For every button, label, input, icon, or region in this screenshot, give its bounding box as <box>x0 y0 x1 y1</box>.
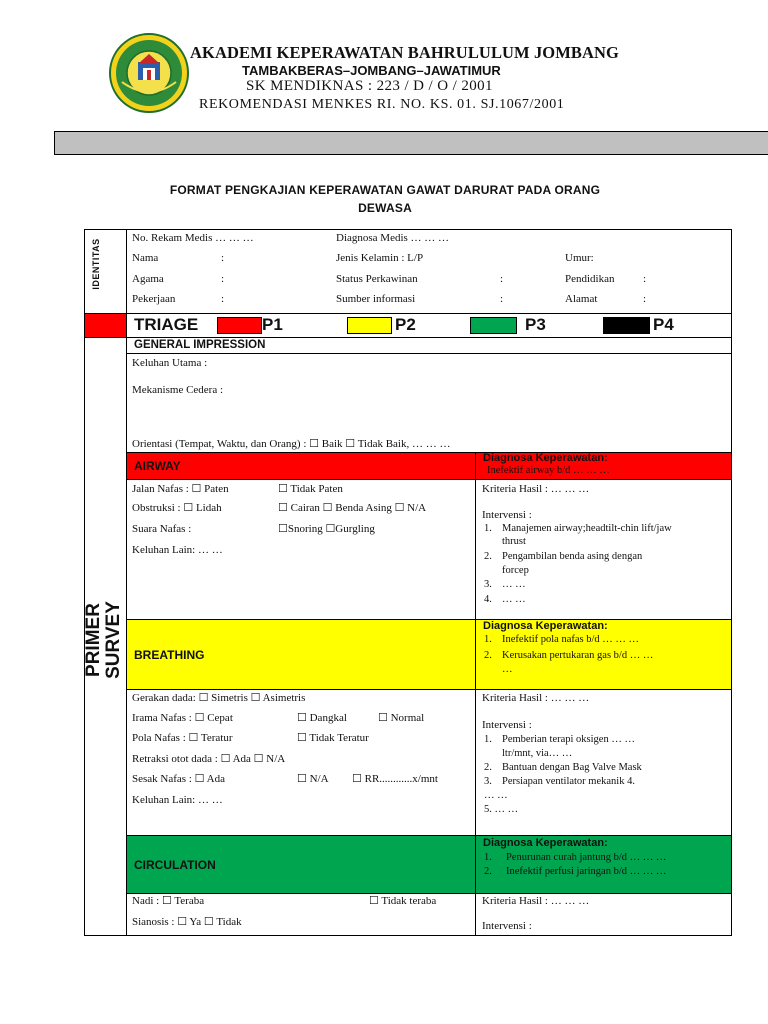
circulation-dx-2: Inefektif perfusi jaringan b/d … … … <box>506 866 667 877</box>
mekanisme-cedera-label: Mekanisme Cedera : <box>132 384 224 396</box>
airway-header-bar <box>126 453 732 479</box>
obstruksi-field: Obstruksi : ☐ Lidah <box>132 502 222 514</box>
status-perkawinan-label: Status Perkawinan <box>336 273 418 285</box>
breathing-header-bottom <box>126 689 732 690</box>
circulation-dx-title: Diagnosa Keperawatan: <box>483 837 608 849</box>
triage-p1-label: P1 <box>262 315 283 334</box>
identitas-bottom <box>84 313 732 314</box>
irama-nafas-normal: ☐ Normal <box>378 712 425 724</box>
airway-iv-1-num: 1. <box>484 523 492 534</box>
airway-intervensi-label: Intervensi : <box>482 509 532 521</box>
breathing-iv-3: Persiapan ventilator mekanik 4. <box>502 776 635 787</box>
jalan-nafas-option: ☐ Tidak Paten <box>278 483 343 495</box>
triage-p2-swatch[interactable] <box>347 317 392 334</box>
pendidikan-colon: : <box>643 273 647 285</box>
right-column-divider <box>475 453 476 936</box>
breathing-dx-1: Inefektif pola nafas b/d … … … <box>502 634 640 645</box>
airway-iv-2-num: 2. <box>484 551 492 562</box>
pekerjaan-colon: : <box>221 293 225 305</box>
breathing-iv-4: … … <box>484 790 508 801</box>
table-border-left <box>84 229 85 936</box>
pola-nafas-tidak-teratur: ☐ Tidak Teratur <box>297 732 369 744</box>
breathing-dx-2-cont: … <box>502 664 513 675</box>
institution-address: TAMBAKBERAS–JOMBANG–JAWATIMUR <box>242 63 501 78</box>
nadi-field: Nadi : ☐ Teraba <box>132 895 205 907</box>
triage-label: TRIAGE <box>134 315 199 334</box>
diagnosa-medis-label: Diagnosa Medis … … … <box>336 232 450 244</box>
circulation-title: CIRCULATION <box>134 858 216 872</box>
nama-label: Nama <box>132 252 159 264</box>
breathing-body-bottom <box>126 835 732 836</box>
status-colon: : <box>500 273 504 285</box>
nama-colon: : <box>221 252 225 264</box>
gerakan-dada-field: Gerakan dada: ☐ Simetris ☐ Asimetris <box>132 692 306 704</box>
circulation-dx-1: Penurunan curah jantung b/d … … … <box>506 852 667 863</box>
airway-kriteria-hasil: Kriteria Hasil : … … … <box>482 483 590 495</box>
primer-label: PRIMER <box>83 603 104 677</box>
nadi-tidak-teraba: ☐ Tidak teraba <box>369 895 437 907</box>
circulation-dx-1-num: 1. <box>484 852 492 863</box>
breathing-dx-2: Kerusakan pertukaran gas b/d … … <box>502 650 654 661</box>
airway-iv-4: … … <box>502 594 526 605</box>
sesak-nafas-na: ☐ N/A <box>297 773 329 785</box>
form-title <box>100 181 670 217</box>
sumber-informasi-label: Sumber informasi <box>336 293 416 305</box>
alamat-label: Alamat <box>565 293 598 305</box>
agama-label: Agama <box>132 273 164 285</box>
airway-header-bottom <box>126 479 732 480</box>
triage-p1-swatch[interactable] <box>217 317 262 334</box>
breathing-iv-5: 5. … … <box>484 804 519 815</box>
triage-p4-swatch[interactable] <box>603 317 650 334</box>
breathing-iv-1: Pemberian terapi oksigen … … <box>502 734 635 745</box>
pekerjaan-label: Pekerjaan <box>132 293 176 305</box>
irama-nafas-dangkal: ☐ Dangkal <box>297 712 347 724</box>
airway-iv-4-num: 4. <box>484 594 492 605</box>
umur-label: Umur: <box>565 252 594 264</box>
circulation-dx-2-num: 2. <box>484 866 492 877</box>
alamat-colon: : <box>643 293 647 305</box>
no-rekam-medis-label: No. Rekam Medis … … … <box>132 232 254 244</box>
airway-title: AIRWAY <box>134 459 181 473</box>
pola-nafas-field: Pola Nafas : ☐ Teratur <box>132 732 233 744</box>
identitas-side-label: IDENTITAS <box>91 238 101 290</box>
triage-bottom <box>84 337 732 338</box>
airway-iv-2: Pengambilan benda asing dengan <box>502 551 643 562</box>
circulation-header-bar <box>126 836 732 893</box>
form-title-line-1: FORMAT PENGKAJIAN KEPERAWATAN GAWAT DARURAT PADA ORANG <box>169 183 601 197</box>
breathing-iv-3-num: 3. <box>484 776 492 787</box>
retraksi-field: Retraksi otot dada : ☐ Ada ☐ N/A <box>132 753 286 765</box>
airway-body-bottom <box>126 619 732 620</box>
survey-label: SURVEY <box>103 601 124 679</box>
breathing-title: BREATHING <box>134 648 205 662</box>
sesak-nafas-field: Sesak Nafas : ☐ Ada <box>132 773 225 785</box>
airway-dx-item: Inefektif airway b/d … … … <box>487 465 610 476</box>
pendidikan-label: Pendidikan <box>565 273 615 285</box>
breathing-kriteria-hasil: Kriteria Hasil : … … … <box>482 692 590 704</box>
rekomendasi-menkes: REKOMENDASI MENKES RI. NO. KS. 01. SJ.1067/2001 <box>199 97 565 112</box>
table-border-right <box>731 229 732 936</box>
triage-p3-label: P3 <box>525 315 546 334</box>
obstruksi-options: ☐ Cairan ☐ Benda Asing ☐ N/A <box>278 502 427 514</box>
triage-p2-label: P2 <box>395 315 416 334</box>
circulation-intervensi-label: Intervensi : <box>482 920 532 932</box>
irama-nafas-field: Irama Nafas : ☐ Cepat <box>132 712 233 724</box>
airway-iv-1-cont: thrust <box>502 536 526 547</box>
side-column-divider <box>126 229 127 936</box>
breathing-dx-1-num: 1. <box>484 634 492 645</box>
sumber-colon: : <box>500 293 504 305</box>
sk-mendiknas: SK MENDIKNAS : 223 / D / O / 2001 <box>246 78 493 94</box>
airway-iv-3: … … <box>502 579 526 590</box>
airway-iv-2-cont: forcep <box>502 565 529 576</box>
suara-nafas-options: ☐Snoring ☐Gurgling <box>278 523 375 535</box>
jenis-kelamin-label: Jenis Kelamin : L/P <box>336 252 424 264</box>
header-divider-bar <box>54 131 768 155</box>
keluhan-utama-label: Keluhan Utama : <box>132 357 208 369</box>
breathing-iv-1-num: 1. <box>484 734 492 745</box>
sianosis-field: Sianosis : ☐ Ya ☐ Tidak <box>132 916 242 928</box>
breathing-iv-2-num: 2. <box>484 762 492 773</box>
airway-dx-title: Diagnosa Keperawatan: <box>483 452 608 464</box>
jalan-nafas-field: Jalan Nafas : ☐ Paten <box>132 483 229 495</box>
breathing-dx-title: Diagnosa Keperawatan: <box>483 620 608 632</box>
breathing-dx-2-num: 2. <box>484 650 492 661</box>
triage-side-cell <box>84 314 126 337</box>
airway-iv-3-num: 3. <box>484 579 492 590</box>
breathing-keluhan-lain: Keluhan Lain: … … <box>132 794 223 806</box>
primer-survey-side-label <box>84 601 124 679</box>
orientasi-field: Orientasi (Tempat, Waktu, dan Orang) : ☐ Baik ☐ Tidak Baik, … … … <box>132 438 451 450</box>
circulation-kriteria-hasil: Kriteria Hasil : … … … <box>482 895 590 907</box>
suara-nafas-field: Suara Nafas : <box>132 523 192 535</box>
agama-colon: : <box>221 273 225 285</box>
breathing-intervensi-label: Intervensi : <box>482 719 532 731</box>
circulation-header-bottom <box>126 893 732 894</box>
institution-name: AKADEMI KEPERAWATAN BAHRULULUM JOMBANG <box>190 43 619 62</box>
breathing-iv-1-cont: ltr/mnt, via… … <box>502 748 573 759</box>
table-border-top <box>84 229 732 230</box>
airway-keluhan-lain: Keluhan Lain: … … <box>132 544 223 556</box>
general-bottom <box>126 452 732 453</box>
table-border-bottom <box>84 935 732 936</box>
airway-iv-1: Manajemen airway;headtilt-chin lift/jaw <box>502 523 672 534</box>
general-title-bottom <box>126 353 732 354</box>
breathing-iv-2: Bantuan dengan Bag Valve Mask <box>502 762 642 773</box>
general-impression-title: GENERAL IMPRESSION <box>134 339 266 351</box>
sesak-nafas-rr: ☐ RR............x/mnt <box>352 773 438 785</box>
institution-logo-icon <box>108 32 190 114</box>
triage-p3-swatch[interactable] <box>470 317 517 334</box>
triage-p4-label: P4 <box>653 315 674 334</box>
form-title-line-2: DEWASA <box>358 201 412 215</box>
